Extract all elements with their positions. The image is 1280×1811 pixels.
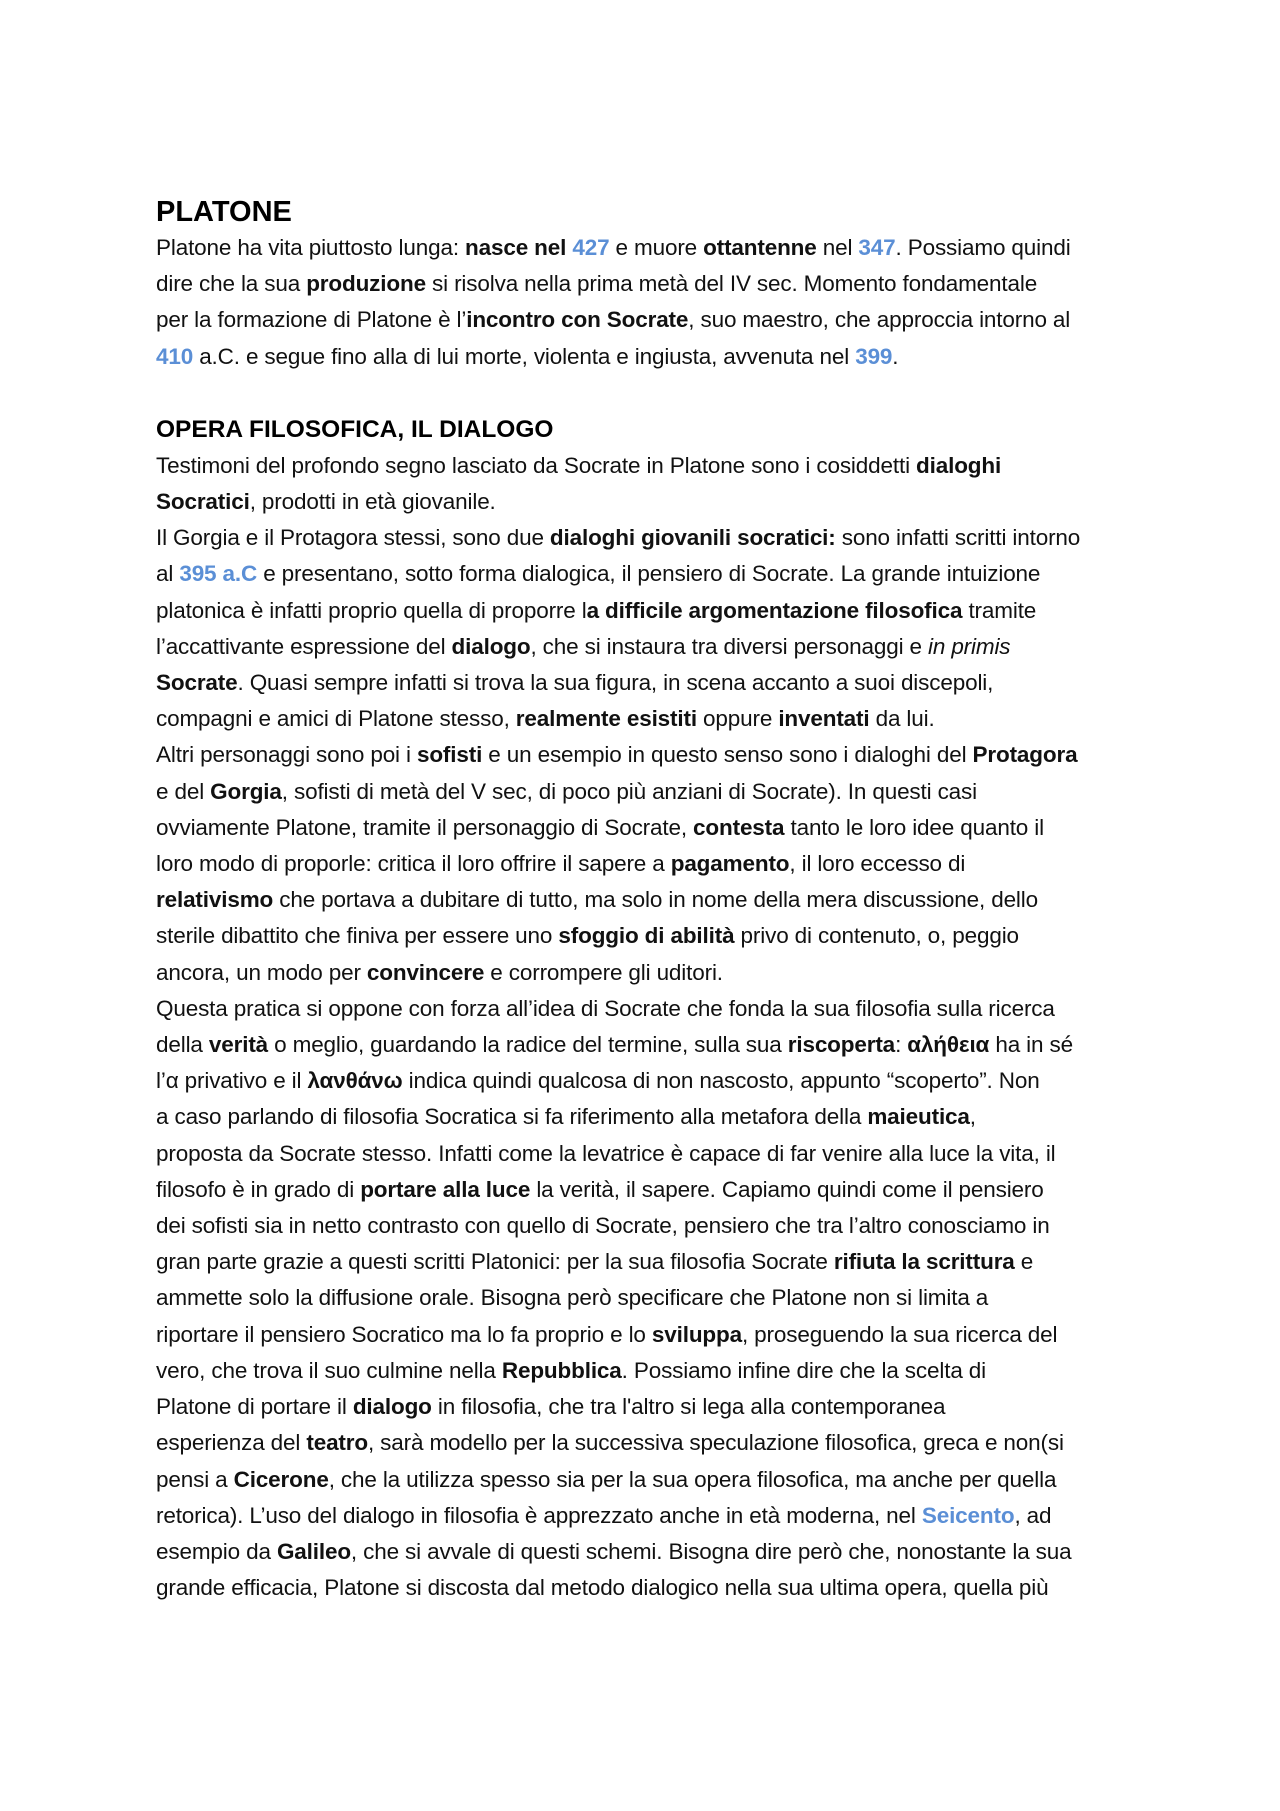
page-title: PLATONE bbox=[156, 196, 292, 228]
bold-text: rifiuta la scrittura bbox=[833, 1249, 1015, 1275]
text-line bbox=[156, 991, 1136, 1027]
text-line bbox=[156, 302, 1136, 338]
body-paragraph bbox=[156, 448, 1136, 1607]
bold-text: realmente esistiti bbox=[515, 706, 697, 732]
highlighted-text: 410 bbox=[156, 343, 194, 369]
text-run: oppure bbox=[696, 706, 779, 732]
text-run: per la formazione di Platone è l’ bbox=[156, 307, 467, 333]
text-run: . Possiamo infine dire che la scelta di bbox=[621, 1357, 986, 1383]
text-run: Testimoni del profondo segno lasciato da Socrate in Platone sono i cosiddetti bbox=[156, 452, 917, 478]
text-run: , il loro eccesso di bbox=[789, 851, 966, 877]
text-run: ancora, un modo per bbox=[156, 959, 367, 985]
text-run: ammette solo la diffusione orale. Bisogna però specificare che Platone non si limita a bbox=[156, 1285, 989, 1311]
text-line bbox=[156, 520, 1136, 556]
text-line bbox=[156, 1425, 1136, 1461]
text-run: platonica è infatti proprio quella di proporre l bbox=[156, 597, 587, 623]
text-run: , suo maestro, che approccia intorno al bbox=[688, 307, 1071, 333]
text-line bbox=[156, 1462, 1136, 1498]
text-run: e un esempio in questo senso sono i dialoghi del bbox=[482, 742, 973, 768]
bold-text: αλήθεια bbox=[907, 1032, 990, 1058]
text-run: riportare il pensiero Socratico ma lo fa proprio e lo bbox=[156, 1321, 652, 1347]
text-line bbox=[156, 665, 1136, 701]
bold-text: dialoghi bbox=[916, 452, 1002, 478]
text-run: e del bbox=[156, 778, 211, 804]
text-run: nel bbox=[816, 235, 859, 260]
text-run: filosofo è in grado di bbox=[156, 1176, 361, 1202]
text-run: sono infatti scritti intorno bbox=[835, 525, 1081, 551]
bold-text: Protagora bbox=[972, 742, 1078, 768]
bold-text: ottantenne bbox=[703, 235, 817, 260]
text-run: , che si avvale di questi schemi. Bisogna dire però che, nonostante la sua bbox=[350, 1538, 1072, 1564]
text-run: sterile dibattito che finiva per essere uno bbox=[156, 923, 559, 949]
highlighted-text: 395 a.C bbox=[179, 561, 258, 587]
bold-text: sviluppa bbox=[651, 1321, 742, 1347]
text-run: al bbox=[156, 561, 180, 587]
bold-text: teatro bbox=[306, 1430, 368, 1456]
text-line bbox=[156, 230, 1136, 266]
text-run: , prodotti in età giovanile. bbox=[249, 489, 496, 515]
text-run: tanto le loro idee quanto il bbox=[784, 814, 1044, 840]
text-run: : bbox=[895, 1032, 908, 1058]
text-run: esperienza del bbox=[156, 1430, 307, 1456]
text-line bbox=[156, 846, 1136, 882]
text-run: e corrompere gli uditori. bbox=[484, 959, 723, 985]
highlighted-text: 347 bbox=[858, 235, 896, 260]
bold-text: relativismo bbox=[156, 887, 274, 913]
bold-text: sfoggio di abilità bbox=[558, 923, 735, 949]
bold-text: dialogo bbox=[451, 633, 531, 659]
text-line bbox=[156, 701, 1136, 737]
bold-text: convincere bbox=[366, 959, 485, 985]
highlighted-text: 427 bbox=[572, 235, 610, 260]
text-run: proposta da Socrate stesso. Infatti come la levatrice è capace di far venire alla luce la vita, il bbox=[156, 1140, 1056, 1166]
text-run: a caso parlando di filosofia Socratica si fa riferimento alla metafora della bbox=[156, 1104, 868, 1130]
bold-text: a difficile argomentazione filosofica bbox=[586, 597, 963, 623]
intro-paragraph bbox=[156, 230, 1136, 375]
text-run: o meglio, guardando la radice del termine, sulla sua bbox=[268, 1032, 788, 1058]
text-line bbox=[156, 448, 1136, 484]
text-run: grande efficacia, Platone si discosta dal metodo dialogico nella sua ultima opera, quella più bbox=[156, 1575, 1049, 1601]
bold-text: dialogo bbox=[352, 1394, 432, 1420]
bold-text: Repubblica bbox=[501, 1357, 622, 1383]
bold-text: contesta bbox=[693, 814, 785, 840]
text-line bbox=[156, 1208, 1136, 1244]
highlighted-text: Seicento bbox=[921, 1502, 1015, 1528]
text-run: Platone ha vita piuttosto lunga: bbox=[156, 235, 466, 260]
text-run: tramite bbox=[962, 597, 1037, 623]
text-run: Platone di portare il bbox=[156, 1394, 353, 1420]
paragraph-spacer bbox=[156, 375, 1136, 412]
bold-text: Socrate bbox=[156, 670, 238, 696]
bold-text: Gorgia bbox=[210, 778, 282, 804]
text-line bbox=[156, 1172, 1136, 1208]
text-run: , che si instaura tra diversi personaggi e bbox=[530, 633, 928, 659]
highlighted-text: 399 bbox=[855, 343, 893, 369]
text-run: . bbox=[892, 343, 899, 369]
text-run: retorica). L’uso del dialogo in filosofia è apprezzato anche in età moderna, nel bbox=[156, 1502, 922, 1528]
text-run: . Quasi sempre infatti si trova la sua figura, in scena accanto a suoi discepoli, bbox=[237, 670, 994, 696]
text-line bbox=[156, 556, 1136, 592]
text-run: gran parte grazie a questi scritti Platonici: per la sua filosofia Socrate bbox=[156, 1249, 834, 1275]
text-run: . Possiamo quindi bbox=[895, 235, 1071, 260]
text-run: privo di contenuto, o, peggio bbox=[734, 923, 1019, 949]
text-run: dei sofisti sia in netto contrasto con quello di Socrate, pensiero che tra l’altro conosciamo in bbox=[156, 1213, 1050, 1239]
text-line bbox=[156, 1063, 1136, 1099]
text-line bbox=[156, 955, 1136, 991]
text-line bbox=[156, 1027, 1136, 1063]
document-page bbox=[156, 196, 1136, 1606]
text-run: , sofisti di metà del V sec, di poco più anziani di Socrate). In questi casi bbox=[281, 778, 977, 804]
text-line bbox=[156, 484, 1136, 520]
bold-text: portare alla luce bbox=[360, 1176, 531, 1202]
italic-text: in primis bbox=[928, 633, 1011, 659]
text-run: ovviamente Platone, tramite il personaggio di Socrate, bbox=[156, 814, 694, 840]
text-run: dire che la sua bbox=[156, 271, 307, 297]
text-line bbox=[156, 774, 1136, 810]
bold-text: incontro con Socrate bbox=[466, 307, 689, 333]
text-run: Questa pratica si oppone con forza all’idea di Socrate che fonda la sua filosofia sulla ricerca bbox=[156, 995, 1055, 1021]
text-line bbox=[156, 1099, 1136, 1135]
bold-text: verità bbox=[208, 1032, 269, 1058]
text-line bbox=[156, 266, 1136, 302]
bold-text: dialoghi giovanili socratici: bbox=[549, 525, 836, 551]
text-run: ha in sé bbox=[989, 1032, 1073, 1058]
text-run: in filosofia, che tra l'altro si lega alla contemporanea bbox=[431, 1394, 946, 1420]
text-line bbox=[156, 629, 1136, 665]
text-run: esempio da bbox=[156, 1538, 277, 1564]
bold-text: Socratici bbox=[156, 489, 250, 515]
text-line bbox=[156, 737, 1136, 773]
text-run: da lui. bbox=[869, 706, 935, 732]
section-title: OPERA FILOSOFICA, IL DIALOGO bbox=[156, 415, 554, 443]
text-line bbox=[156, 593, 1136, 629]
text-line bbox=[156, 918, 1136, 954]
text-run: e presentano, sotto forma dialogica, il pensiero di Socrate. La grande intuizione bbox=[257, 561, 1041, 587]
text-run: , ad bbox=[1014, 1502, 1052, 1528]
text-run: , proseguendo la sua ricerca del bbox=[741, 1321, 1058, 1347]
text-run: l’accattivante espressione del bbox=[156, 633, 452, 659]
text-run: Il Gorgia e il Protagora stessi, sono due bbox=[156, 525, 550, 551]
bold-text: riscoperta bbox=[787, 1032, 896, 1058]
text-line bbox=[156, 1389, 1136, 1425]
text-run: della bbox=[156, 1032, 209, 1058]
text-line bbox=[156, 1570, 1136, 1606]
text-run: la verità, il sapere. Capiamo quindi come il pensiero bbox=[530, 1176, 1044, 1202]
text-line bbox=[156, 1353, 1136, 1389]
text-run: che portava a dubitare di tutto, ma solo in nome della mera discussione, dello bbox=[273, 887, 1038, 913]
text-run: , bbox=[969, 1104, 976, 1130]
text-line bbox=[156, 1317, 1136, 1353]
text-line bbox=[156, 1280, 1136, 1316]
bold-text: λανθάνω bbox=[307, 1068, 403, 1094]
bold-text: sofisti bbox=[416, 742, 483, 768]
text-run: e bbox=[1014, 1249, 1034, 1275]
bold-text: maieutica bbox=[867, 1104, 970, 1130]
text-run: , sarà modello per la successiva speculazione filosofica, greca e non(si bbox=[367, 1430, 1064, 1456]
text-run: l’α privativo e il bbox=[156, 1068, 308, 1094]
text-line bbox=[156, 1244, 1136, 1280]
text-run: indica quindi qualcosa di non nascosto, appunto “scoperto”. Non bbox=[402, 1068, 1040, 1094]
text-run: loro modo di proporle: critica il loro offrire il sapere a bbox=[156, 851, 671, 877]
text-run: pensi a bbox=[156, 1466, 234, 1492]
text-line bbox=[156, 1498, 1136, 1534]
text-run: si risolva nella prima metà del IV sec. Momento fondamentale bbox=[425, 271, 1038, 297]
text-line bbox=[156, 339, 1136, 375]
text-run: vero, che trova il suo culmine nella bbox=[156, 1357, 502, 1383]
text-line bbox=[156, 882, 1136, 918]
text-line bbox=[156, 810, 1136, 846]
bold-text: pagamento bbox=[670, 851, 790, 877]
bold-text: nasce nel bbox=[465, 235, 573, 260]
text-run: e muore bbox=[609, 235, 704, 260]
text-line bbox=[156, 1534, 1136, 1570]
bold-text: produzione bbox=[306, 271, 426, 297]
bold-text: Cicerone bbox=[233, 1466, 329, 1492]
text-line bbox=[156, 1136, 1136, 1172]
text-run: , che la utilizza spesso sia per la sua opera filosofica, ma anche per quella bbox=[328, 1466, 1057, 1492]
text-run: compagni e amici di Platone stesso, bbox=[156, 706, 516, 732]
bold-text: Galileo bbox=[276, 1538, 351, 1564]
text-run: a.C. e segue fino alla di lui morte, violenta e ingiusta, avvenuta nel bbox=[193, 343, 856, 369]
text-run: Altri personaggi sono poi i bbox=[156, 742, 417, 768]
bold-text: inventati bbox=[778, 706, 870, 732]
